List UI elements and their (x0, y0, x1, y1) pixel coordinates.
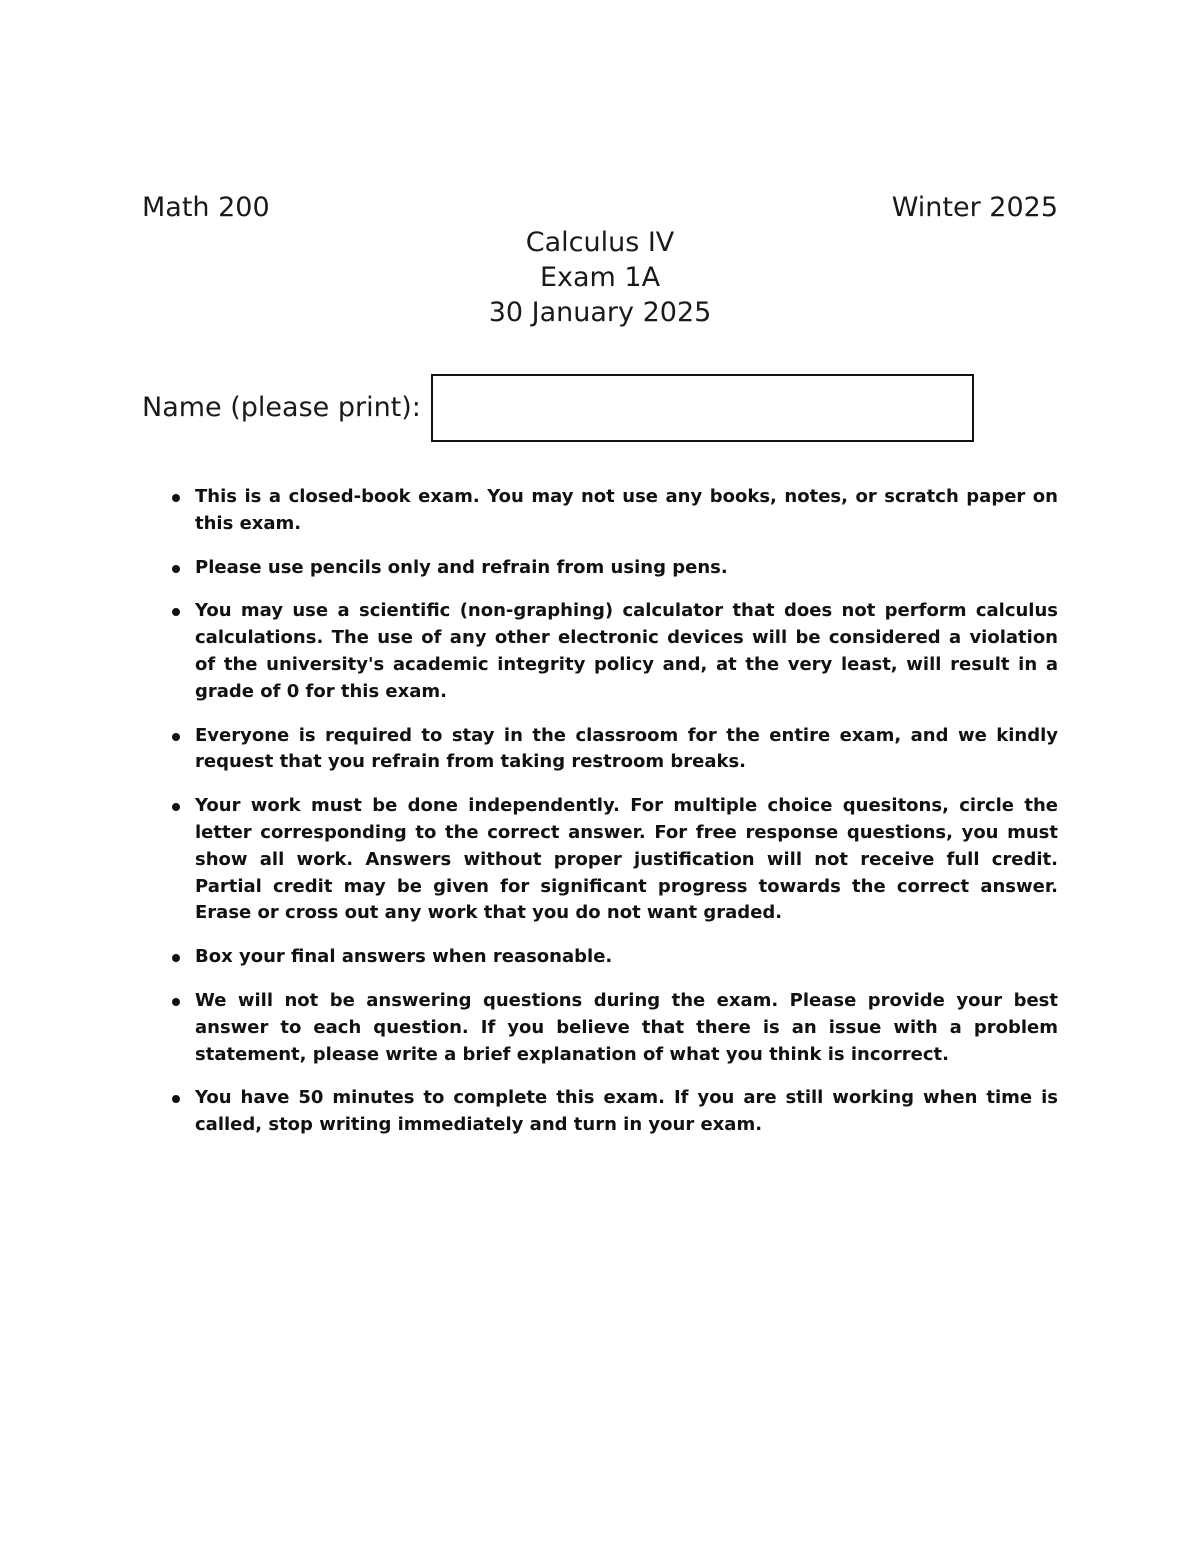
instructions-list (171, 484, 1058, 1156)
bullet-icon (172, 803, 180, 811)
instruction-item (171, 555, 1058, 582)
course-number: Math 200 (142, 192, 270, 223)
instruction-item (171, 793, 1058, 927)
instruction-item (171, 988, 1058, 1068)
bullet-icon (172, 954, 180, 962)
instruction-text: Everyone is required to stay in the classroom for the entire exam, and we kindly request that you refrain from taking restroom breaks. (195, 724, 1058, 773)
instruction-item (171, 598, 1058, 705)
instruction-item (171, 484, 1058, 538)
bullet-icon (172, 494, 180, 502)
bullet-icon (172, 1095, 180, 1103)
instruction-text: You may use a scientific (non-graphing) calculator that does not perform calculus calculations. The use of any other electronic devices will be considered a violation of the university's academic integrity policy and, at the very least, will result in a grade of 0 for this exam. (195, 600, 1058, 702)
instruction-item (171, 944, 1058, 971)
instruction-text: Please use pencils only and refrain from using pens. (195, 556, 728, 578)
bullet-icon (172, 733, 180, 741)
name-input-box[interactable] (431, 374, 974, 442)
exam-date: 30 January 2025 (488, 297, 712, 328)
exam-name: Exam 1A (539, 262, 661, 293)
instruction-text: Box your final answers when reasonable. (195, 946, 613, 968)
bullet-icon (172, 608, 180, 616)
term: Winter 2025 (891, 192, 1058, 223)
exam-title-block (0, 225, 1200, 330)
exam-subject: Calculus IV (525, 227, 675, 258)
instruction-item (171, 723, 1058, 777)
instruction-text: Your work must be done independently. For multiple choice quesitons, circle the letter corresponding to the correct answer. For free response questions, you must show all work. Answers without proper justification will not receive full credit. Partial credit may be given for significant progress towards the correct answer. Erase or cross out any work that you do not want graded. (195, 795, 1058, 924)
instruction-item (171, 1085, 1058, 1139)
bullet-icon (172, 998, 180, 1006)
bullet-icon (172, 565, 180, 573)
name-row (142, 374, 974, 442)
instruction-text: We will not be answering questions during the exam. Please provide your best answer to each question. If you believe that there is an issue with a problem statement, please write a brief explanation of what you think is incorrect. (195, 989, 1058, 1065)
instruction-text: This is a closed-book exam. You may not use any books, notes, or scratch paper on this exam. (195, 486, 1058, 534)
name-label: Name (please print): (142, 392, 421, 423)
instruction-text: You have 50 minutes to complete this exam. If you are still working when time is called, stop writing immediately and turn in your exam. (195, 1087, 1058, 1136)
